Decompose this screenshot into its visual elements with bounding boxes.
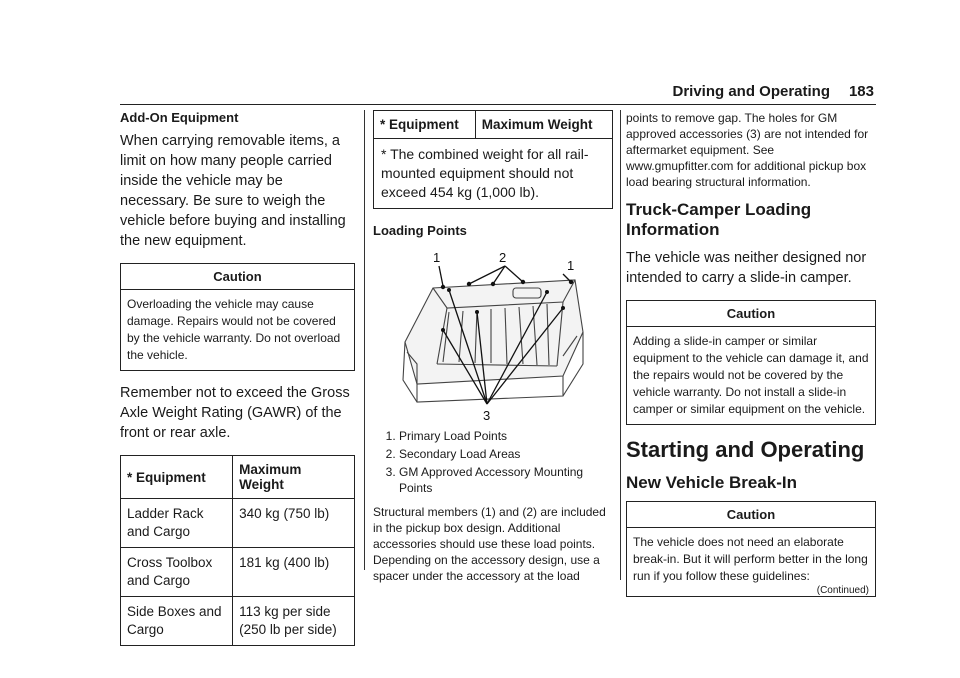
continued-label: (Continued) xyxy=(816,585,869,596)
pickup-box-illustration xyxy=(377,244,597,422)
table-header: * Equipment xyxy=(121,456,233,499)
caution-box xyxy=(120,263,355,371)
column-left xyxy=(120,110,355,660)
column-middle xyxy=(373,110,613,592)
table-row xyxy=(121,499,355,548)
column-divider xyxy=(620,110,621,580)
table-header: * Equipment xyxy=(374,111,476,139)
callout-label: 2 xyxy=(499,250,507,265)
callout-label: 3 xyxy=(483,408,491,422)
table-cell: Ladder Rack and Cargo xyxy=(121,499,233,548)
equipment-weight-table xyxy=(120,455,355,646)
caution-body: Overloading the vehicle may cause damage. Repairs would not be covered by the vehicle warranty. Do not overload the vehicle. xyxy=(127,297,341,362)
heading-new-vehicle-break-in: New Vehicle Break-In xyxy=(626,473,798,492)
list-item: 1. Primary Load Points xyxy=(399,428,613,444)
paragraph: When carrying removable items, a limit on how many people carried inside the vehicle may be necessary. Be sure to weigh the vehicle before buying and installing the new equipment. xyxy=(120,133,346,249)
list-item: 3. GM Approved Accessory Mounting Points xyxy=(399,464,613,496)
page-header xyxy=(120,80,876,105)
caution-title: Caution xyxy=(627,502,875,528)
figure-legend xyxy=(373,428,613,496)
page-number: 183 xyxy=(848,83,874,100)
caution-title: Caution xyxy=(121,264,354,290)
callout-label: 1 xyxy=(567,258,575,273)
heading-loading-points: Loading Points xyxy=(373,223,467,238)
table-cell: 181 kg (400 lb) xyxy=(233,548,355,597)
list-item: 2. Secondary Load Areas xyxy=(399,446,613,462)
equipment-weight-table-continued xyxy=(373,110,613,139)
caution-box xyxy=(626,300,876,425)
table-footnote: * The combined weight for all rail-mounted equipment should not exceed 454 kg (1,000 lb). xyxy=(373,139,613,209)
caution-title: Caution xyxy=(627,301,875,327)
column-right xyxy=(626,110,876,597)
section-title: Driving and Operating xyxy=(672,83,830,100)
table-header: Maximum Weight xyxy=(233,456,355,499)
table-cell: 340 kg (750 lb) xyxy=(233,499,355,548)
table-cell: 113 kg per side (250 lb per side) xyxy=(233,597,355,646)
heading-add-on-equipment: Add-On Equipment xyxy=(120,110,239,125)
table-row xyxy=(121,597,355,646)
caution-box xyxy=(626,501,876,597)
table-row xyxy=(121,548,355,597)
paragraph: points to remove gap. The holes for GM approved accessories (3) are not intended for aftermarket equipment. See www.gmupfitter.com for additional pickup box load bearing structural information. xyxy=(626,111,869,189)
caution-body: Adding a slide-in camper or similar equipment to the vehicle can damage it, and the repairs would not be covered by the vehicle warranty. Do not install a slide-in camper or similar equipment on the vehicle. xyxy=(633,334,869,416)
table-cell: Cross Toolbox and Cargo xyxy=(121,548,233,597)
heading-truck-camper: Truck-Camper Loading Information xyxy=(626,200,812,239)
paragraph: Remember not to exceed the Gross Axle Weight Rating (GAWR) of the front or rear axle. xyxy=(120,385,350,441)
table-header: Maximum Weight xyxy=(475,111,612,139)
paragraph: Structural members (1) and (2) are included in the pickup box design. Additional accessories should use these load points. Depending on the accessory design, use a spacer under the accessory at the load xyxy=(373,505,606,583)
caution-body: The vehicle does not need an elaborate break-in. But it will perform better in the long run if you follow these guidelines: xyxy=(633,535,868,583)
table-cell: Side Boxes and Cargo xyxy=(121,597,233,646)
column-divider xyxy=(364,110,365,570)
callout-label: 1 xyxy=(433,250,441,265)
heading-starting-and-operating: Starting and Operating xyxy=(626,437,865,462)
paragraph: The vehicle was neither designed nor intended to carry a slide-in camper. xyxy=(626,250,867,286)
